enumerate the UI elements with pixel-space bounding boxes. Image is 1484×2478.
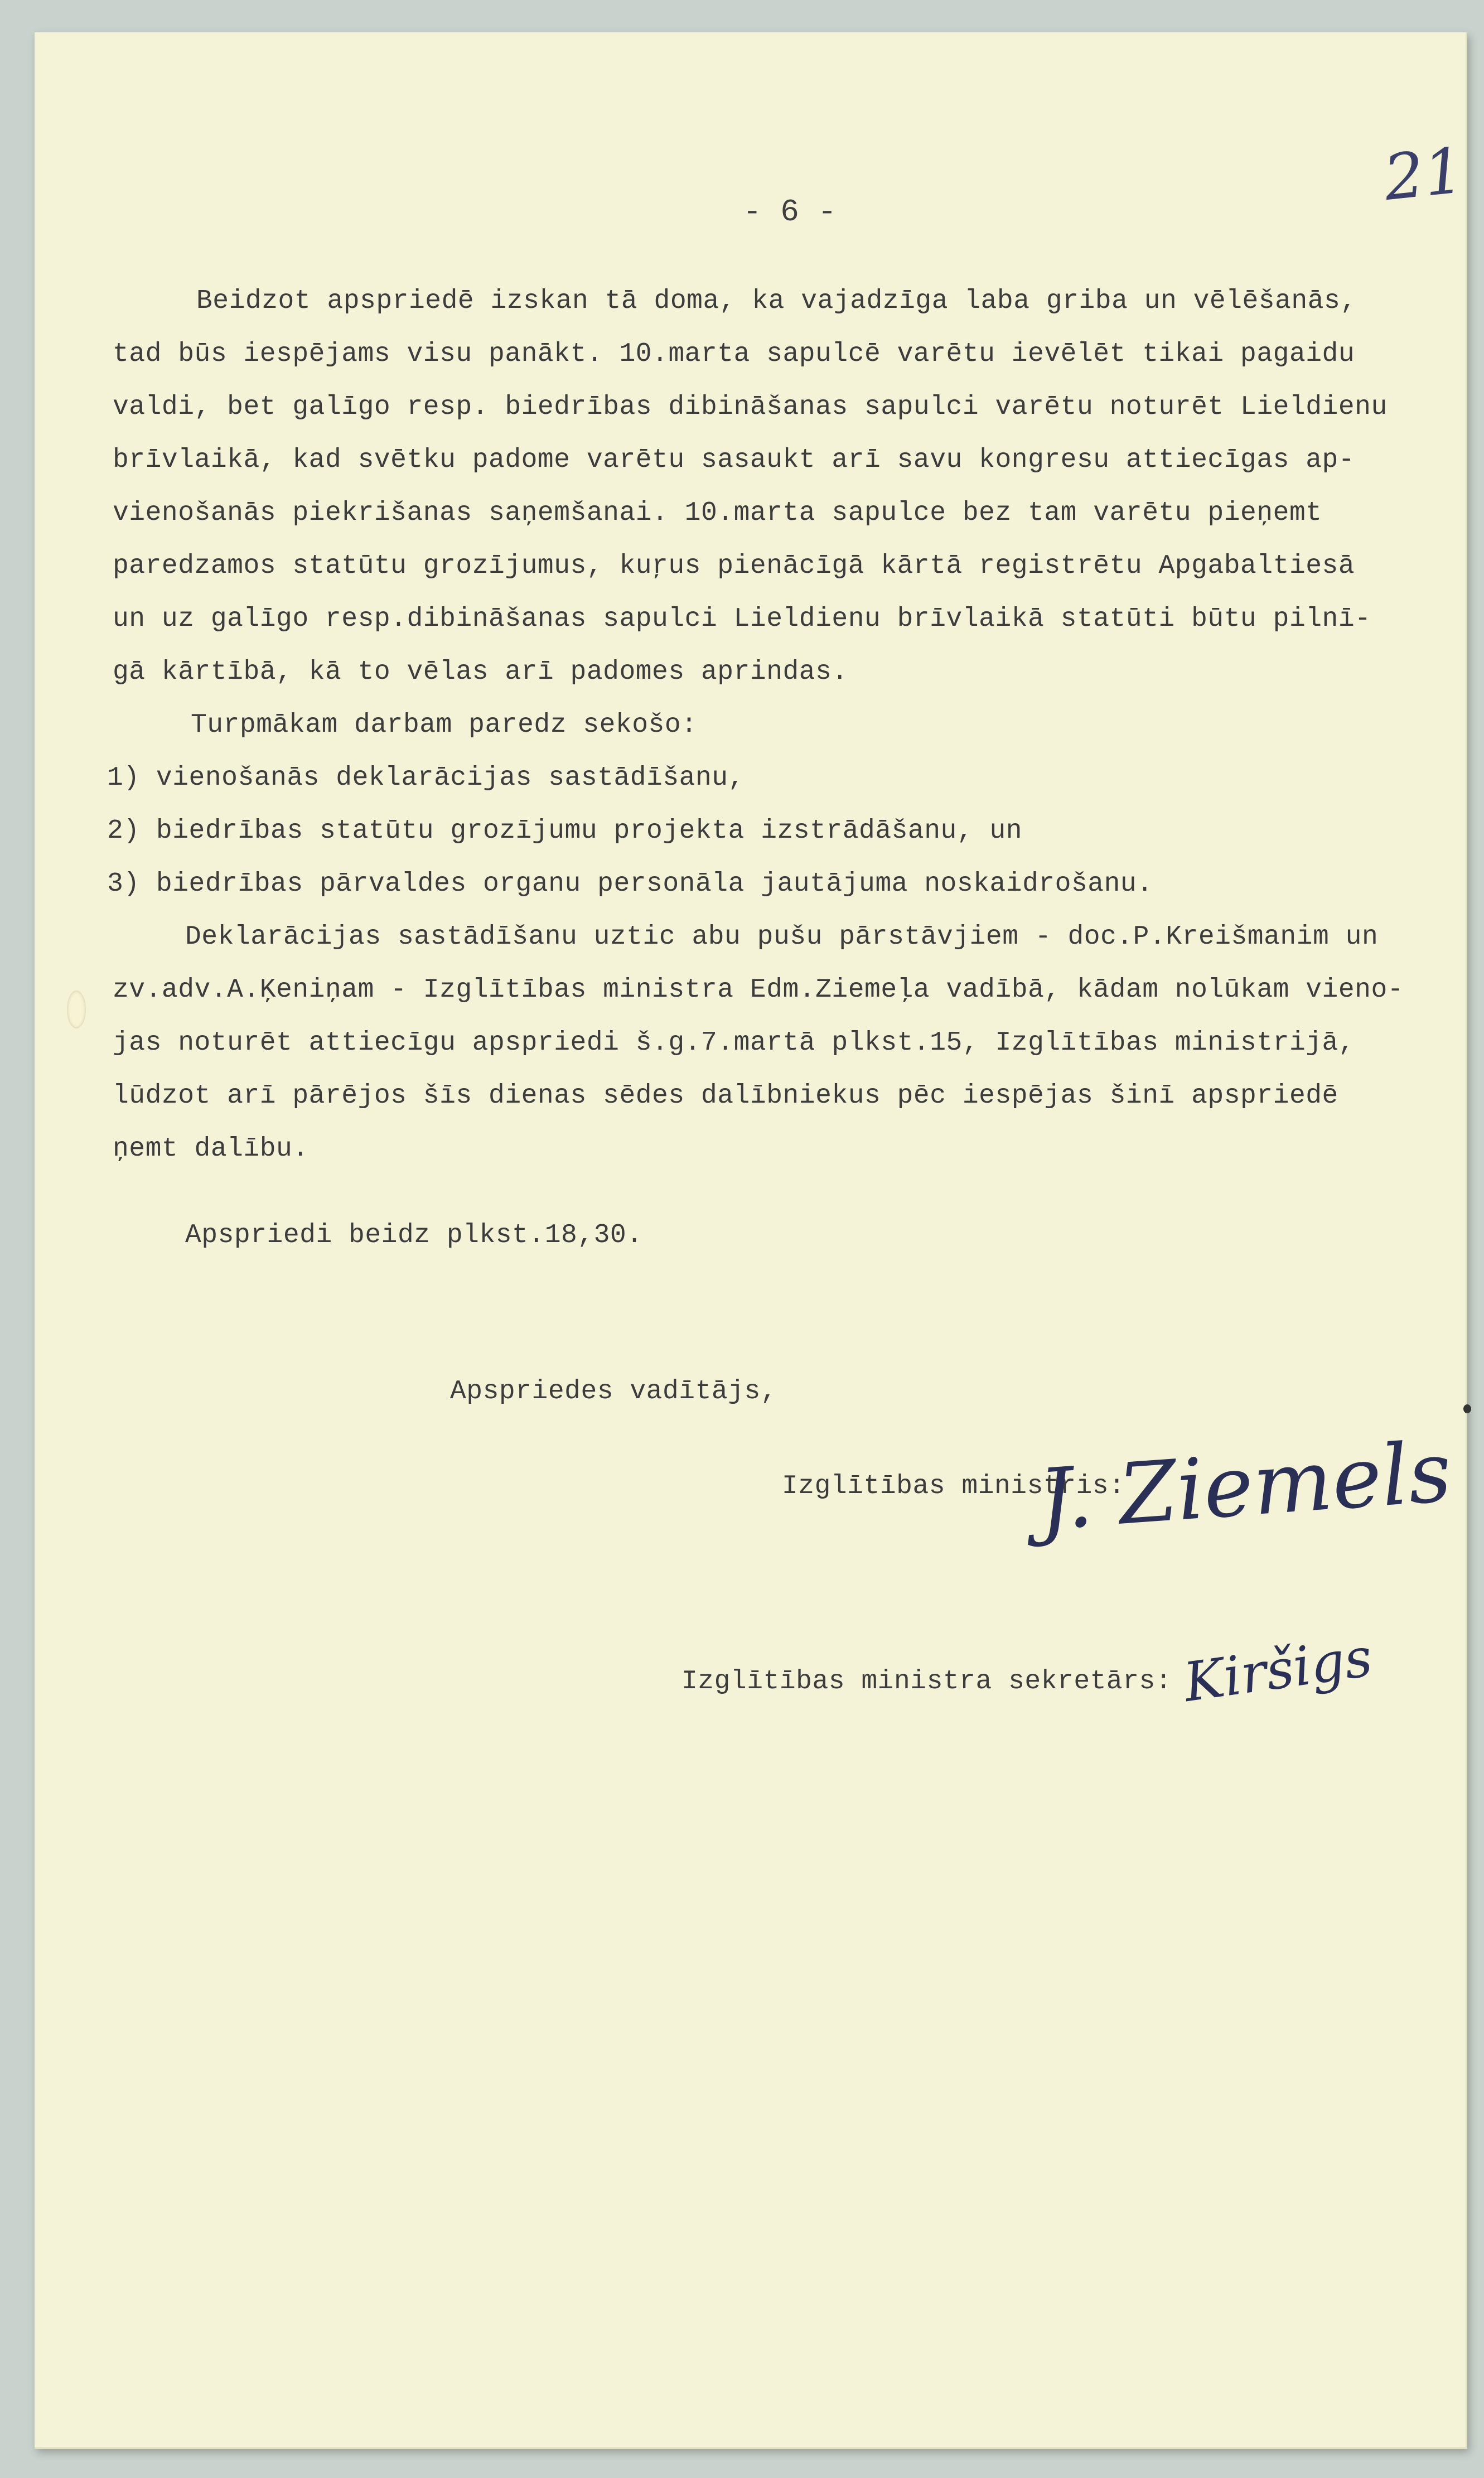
paper-sheet <box>35 32 1467 2449</box>
paragraph-1-line-5: vienošanās piekrišanas saņemšanai. 10.marta sapulce bez tam varētu pieņemt <box>113 498 1322 528</box>
agenda-item-2: 2) biedrības statūtu grozījumu projekta izstrādāšanu, un <box>107 816 1023 846</box>
paragraph-1-line-2: tad būs iespējams visu panākt. 10.marta sapulcē varētu ievēlēt tikai pagaidu <box>113 339 1355 369</box>
paragraph-2-line-5: ņemt dalību. <box>113 1134 309 1164</box>
punch-hole <box>67 991 86 1028</box>
paragraph-2-line-3: jas noturēt attiecīgu apspriedi š.g.7.martā plkst.15, Izglītības ministrijā, <box>113 1028 1355 1058</box>
folio-number: 21 <box>1380 134 1467 215</box>
closing-line: Apspriedi beidz plkst.18,30. <box>185 1220 643 1250</box>
paragraph-1-line-7: un uz galīgo resp.dibināšanas sapulci Lieldienu brīvlaikā statūti būtu pilnī- <box>113 604 1371 634</box>
agenda-intro: Turpmākam darbam paredz sekošo: <box>191 710 698 740</box>
secretary-label: Izglītības ministra sekretārs: <box>681 1667 1172 1697</box>
chair-label: Apspriedes vadītājs, <box>450 1376 777 1407</box>
agenda-item-1: 1) vienošanās deklarācijas sastādīšanu, <box>107 763 745 793</box>
paragraph-1-line-4: brīvlaikā, kad svētku padome varētu sasaukt arī savu kongresu attiecīgas ap- <box>113 445 1355 475</box>
paragraph-1-line-8: gā kārtībā, kā to vēlas arī padomes aprindas. <box>113 657 848 687</box>
paragraph-1-line-1: Beidzot apspriedē izskan tā doma, ka vajadzīga laba griba un vēlēšanās, <box>196 286 1357 316</box>
secretary-signature: Kiršigs <box>1180 1625 1376 1714</box>
minister-signature: J. Ziemels <box>1035 1423 1454 1549</box>
paragraph-2-line-1: Deklarācijas sastādīšanu uztic abu pušu pārstāvjiem - doc.P.Kreišmanim un <box>185 922 1379 952</box>
paragraph-1-line-3: valdi, bet galīgo resp. biedrības dibināšanas sapulci varētu noturēt Lieldienu <box>113 392 1388 422</box>
ink-dot <box>1463 1404 1471 1413</box>
page-number: - 6 - <box>743 194 837 230</box>
paragraph-2-line-2: zv.adv.A.Ķeniņam - Izglītības ministra Edm.Ziemeļa vadībā, kādam nolūkam vieno- <box>113 975 1404 1005</box>
paragraph-2-line-4: lūdzot arī pārējos šīs dienas sēdes dalībniekus pēc iespējas šinī apspriedē <box>113 1081 1338 1111</box>
minister-label: Izglītības ministris: <box>782 1471 1125 1501</box>
paragraph-1-line-6: paredzamos statūtu grozījumus, kuŗus pienācīgā kārtā registrētu Apgabaltiesā <box>113 551 1355 581</box>
agenda-item-3: 3) biedrības pārvaldes organu personāla jautājuma noskaidrošanu. <box>107 869 1153 899</box>
